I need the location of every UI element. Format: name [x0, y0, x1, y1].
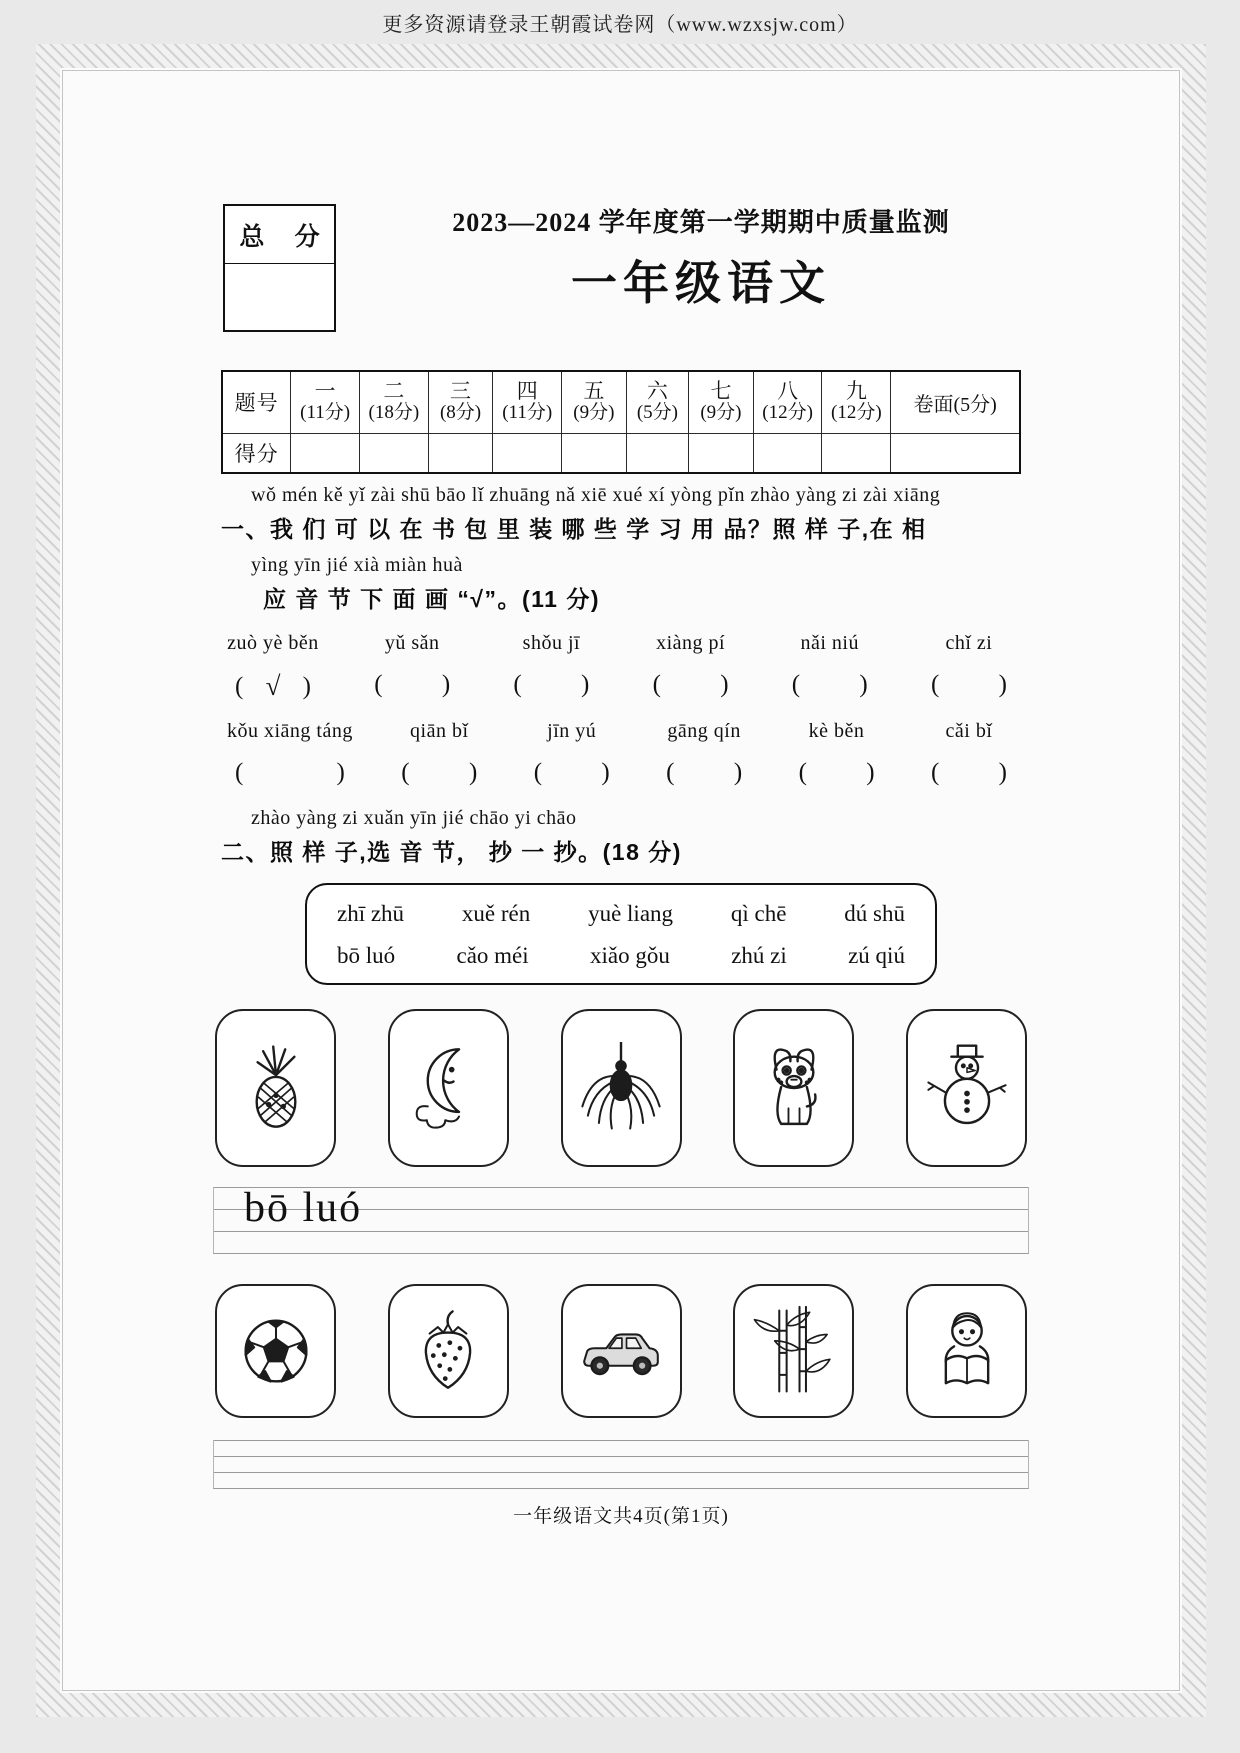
answer-parens — [393, 759, 485, 787]
word-pinyin: chǐ zi — [945, 632, 993, 654]
col-numeral: 三 — [450, 379, 472, 404]
picture-card-strawberry — [388, 1284, 509, 1418]
close-paren: ) — [720, 671, 729, 698]
score-blank — [428, 433, 493, 473]
open-paren: ( — [374, 671, 383, 698]
writing-lines-sample — [213, 1187, 1029, 1254]
answer-parens — [227, 759, 353, 787]
score-row — [222, 433, 1020, 473]
answer-parens — [645, 671, 737, 699]
question-number-row — [222, 371, 1020, 433]
exam-sheet — [221, 202, 1021, 1528]
col-numeral: 九 — [845, 379, 867, 404]
word-pinyin: cǎi bǐ — [945, 720, 993, 742]
word-pinyin: zuò yè běn — [227, 632, 319, 654]
close-paren: ) — [733, 759, 743, 786]
col-points: (12分) — [762, 402, 813, 424]
close-paren: ) — [468, 759, 478, 786]
col-points: (11分) — [502, 402, 553, 424]
word-item — [791, 720, 883, 787]
col-points: (8分) — [439, 402, 482, 424]
exam-session-title: 2023—2024 学年度第一学期期中质量监测 — [452, 208, 950, 237]
paper-neatness-label: 卷面(5分) — [891, 371, 1020, 433]
bank-word: qì chē — [730, 901, 787, 926]
col-numeral: 七 — [710, 379, 732, 404]
moon-icon — [402, 1042, 494, 1134]
picture-row-1 — [215, 1009, 1027, 1167]
score-blank — [891, 433, 1020, 473]
open-paren: ( — [235, 759, 244, 786]
decorative-border-frame — [36, 44, 1206, 1717]
close-paren: ) — [302, 672, 311, 700]
soccer-ball-icon — [230, 1305, 322, 1397]
answer-parens — [227, 671, 319, 702]
col-points: (9分) — [700, 402, 742, 424]
open-paren: ( — [666, 759, 675, 786]
answer-parens — [505, 671, 597, 699]
bank-word: bō luó — [337, 943, 396, 968]
close-paren: ) — [336, 759, 345, 786]
word-pinyin: shǒu jī — [522, 632, 581, 654]
writing-lines-blank — [213, 1440, 1029, 1489]
picture-card-snowman — [906, 1009, 1027, 1167]
close-paren: ) — [601, 759, 610, 786]
col-numeral: 一 — [314, 379, 336, 404]
bank-word: zhī zhū — [337, 901, 405, 926]
word-item — [227, 632, 319, 702]
score-blank — [626, 433, 689, 473]
bank-word: yuè liang — [588, 901, 674, 926]
section2-pinyin-line: zhào yàng zi xuǎn yīn jié chāo yi chāo — [251, 807, 577, 829]
col-points: (18分) — [368, 402, 420, 424]
open-paren: ( — [930, 759, 940, 786]
word-item — [227, 720, 353, 787]
word-item — [393, 720, 485, 787]
score-row-label: 得分 — [222, 433, 291, 473]
dog-icon — [748, 1042, 840, 1134]
picture-card-pineapple — [215, 1009, 336, 1167]
bank-word: dú shū — [844, 901, 905, 926]
word-item — [505, 632, 597, 702]
site-header-text: 更多资源请登录王朝霞试卷网（www.wzxsjw.com） — [382, 14, 858, 36]
spider-icon — [575, 1042, 667, 1134]
word-item — [658, 720, 750, 787]
close-paren: ) — [866, 759, 875, 786]
picture-row-2 — [215, 1284, 1027, 1418]
col-numeral: 六 — [646, 379, 668, 404]
bank-word: zhú zi — [731, 943, 787, 968]
pineapple-icon — [230, 1042, 322, 1134]
picture-card-moon — [388, 1009, 509, 1167]
answer-parens — [923, 671, 1015, 699]
col-numeral: 五 — [583, 379, 605, 404]
word-item — [366, 632, 458, 702]
col-points: (11分) — [300, 402, 351, 424]
score-blank — [689, 433, 754, 473]
col-points: (9分) — [573, 402, 615, 424]
strawberry-icon — [402, 1305, 494, 1397]
score-blank — [753, 433, 822, 473]
open-paren: ( — [235, 672, 244, 700]
car-icon — [575, 1305, 667, 1397]
close-paren: ) — [998, 671, 1007, 698]
picture-card-dog — [733, 1009, 854, 1167]
section1-pinyin-line2: yìng yīn jié xià miàn huà — [251, 554, 463, 576]
total-score-box — [223, 204, 336, 332]
open-paren: ( — [791, 671, 801, 698]
score-blank — [360, 433, 429, 473]
word-pinyin: nǎi niú — [800, 632, 859, 654]
col-points: (12分) — [831, 402, 882, 424]
word-bank-row-1 — [337, 901, 905, 927]
writing-sample-text: bō luó — [244, 1185, 363, 1231]
word-pinyin: gāng qín — [667, 720, 741, 742]
word-pinyin: xiàng pí — [656, 632, 726, 654]
word-item — [923, 720, 1015, 787]
answer-parens — [526, 759, 618, 787]
word-item — [923, 632, 1015, 702]
open-paren: ( — [798, 759, 807, 786]
reading-boy-icon — [921, 1305, 1013, 1397]
answer-parens — [791, 759, 883, 787]
bamboo-icon — [748, 1305, 840, 1397]
word-pinyin: yǔ sǎn — [384, 632, 440, 654]
col-numeral: 八 — [777, 379, 799, 404]
open-paren: ( — [533, 759, 543, 786]
score-blank — [562, 433, 627, 473]
word-pinyin: qiān bǐ — [410, 720, 469, 742]
answer-parens — [658, 759, 750, 787]
word-row-1 — [221, 632, 1021, 702]
total-score-label: 总 分 — [225, 206, 334, 264]
word-row-2 — [221, 720, 1021, 787]
score-blank — [493, 433, 562, 473]
close-paren: ) — [859, 671, 868, 698]
bank-word: cǎo méi — [456, 943, 529, 968]
titles — [221, 202, 1021, 313]
word-pinyin: kè běn — [808, 720, 865, 742]
answer-parens — [366, 671, 458, 699]
score-blank — [291, 433, 360, 473]
open-paren: ( — [513, 671, 522, 698]
col-numeral: 四 — [516, 379, 538, 404]
word-bank-row-2 — [337, 943, 905, 969]
snowman-icon — [921, 1042, 1013, 1134]
section2-instruction-line: 二、照 样 子,选 音 节， 抄 一 抄。(18 分) — [221, 839, 682, 865]
section1-instruction-line2: 应 音 节 下 面 画 “√”。(11 分) — [263, 586, 600, 612]
word-pinyin: kǒu xiāng táng — [227, 720, 353, 742]
section1-instruction-line1: 一、我 们 可 以 在 书 包 里 装 哪 些 学 习 用 品？照 样 子,在 相 — [221, 516, 927, 542]
word-item — [645, 632, 737, 702]
qnum-row-label: 题号 — [222, 371, 291, 433]
word-item — [526, 720, 618, 787]
page-footer-text: 一年级语文共4页(第1页) — [513, 1506, 729, 1527]
score-table — [221, 370, 1021, 474]
bank-word: zú qiú — [848, 943, 905, 968]
exam-subject-title: 一年级语文 — [571, 257, 831, 309]
word-pinyin: jīn yú — [547, 720, 597, 742]
masthead — [221, 202, 1021, 354]
close-paren: ) — [998, 759, 1007, 786]
section1-pinyin-line1: wǒ mén kě yǐ zài shū bāo lǐ zhuāng nǎ xiē xué xí yòng pǐn zhào yàng zi zài xiāng — [251, 484, 941, 506]
col-points: (5分) — [636, 402, 678, 424]
score-blank — [822, 433, 891, 473]
open-paren: ( — [930, 671, 940, 698]
word-bank-box — [305, 883, 937, 985]
answer-parens — [784, 671, 876, 699]
close-paren: ) — [441, 671, 451, 698]
open-paren: ( — [652, 671, 661, 698]
picture-card-reading-boy — [906, 1284, 1027, 1418]
col-numeral: 二 — [383, 379, 405, 404]
bank-word: xuě rén — [461, 901, 531, 926]
bank-word: xiǎo gǒu — [589, 943, 670, 968]
picture-card-spider — [561, 1009, 682, 1167]
word-item — [784, 632, 876, 702]
picture-card-bamboo — [733, 1284, 854, 1418]
answer-mark: √ — [265, 671, 281, 701]
answer-parens — [923, 759, 1015, 787]
picture-card-soccer-ball — [215, 1284, 336, 1418]
open-paren: ( — [401, 759, 410, 786]
close-paren: ) — [581, 671, 590, 698]
picture-card-car — [561, 1284, 682, 1418]
